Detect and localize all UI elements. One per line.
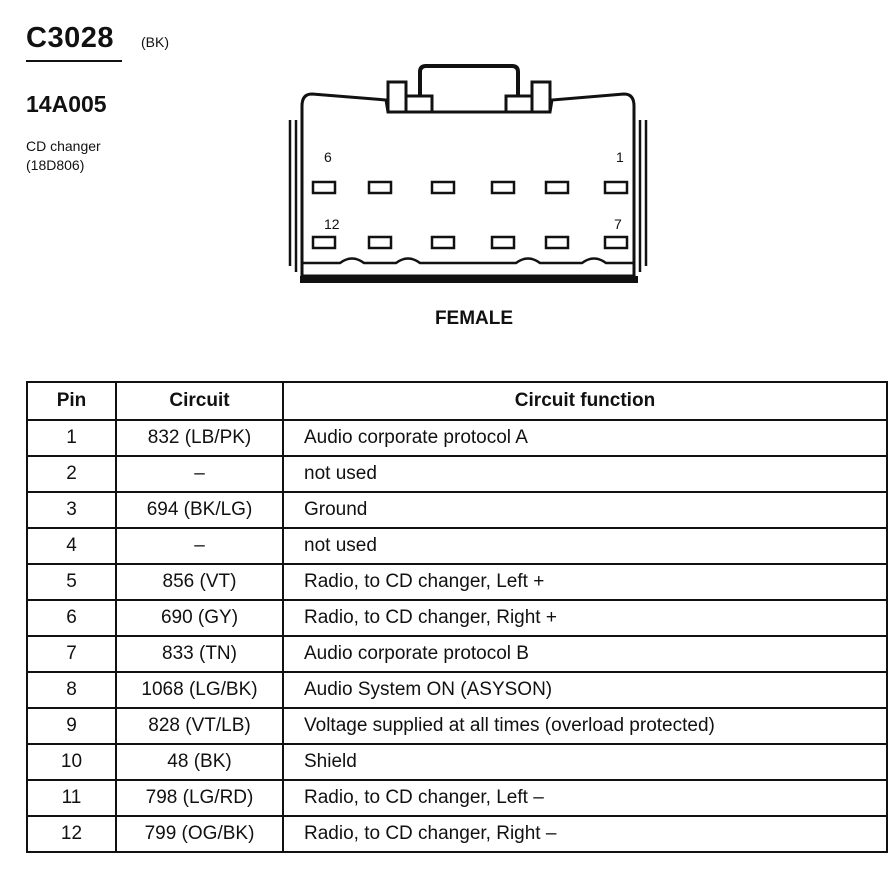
table-row	[27, 420, 887, 456]
table-row	[27, 816, 887, 852]
cell-circuit: 856 (VT)	[116, 564, 283, 600]
cell-circuit: 828 (VT/LB)	[116, 708, 283, 744]
table-row	[27, 636, 887, 672]
cell-function: Radio, to CD changer, Left +	[283, 564, 887, 600]
cell-circuit: 1068 (LG/BK)	[116, 672, 283, 708]
table-row	[27, 492, 887, 528]
connector-id: C3028	[26, 22, 114, 54]
cell-function: Audio corporate protocol B	[283, 636, 887, 672]
connector-face-diagram	[280, 58, 660, 298]
cell-function: Radio, to CD changer, Right +	[283, 600, 887, 636]
cell-pin: 11	[27, 780, 116, 816]
housing-base	[300, 276, 638, 283]
pin-cavity-11	[369, 237, 391, 248]
cell-circuit: –	[116, 456, 283, 492]
header-circuit: Circuit	[116, 382, 283, 420]
cell-function: Ground	[283, 492, 887, 528]
table-row	[27, 672, 887, 708]
cell-circuit: 48 (BK)	[116, 744, 283, 780]
connector-color-code: (BK)	[141, 34, 169, 50]
cell-circuit: 694 (BK/LG)	[116, 492, 283, 528]
cell-pin: 10	[27, 744, 116, 780]
table-row	[27, 528, 887, 564]
pin-cavity-5	[369, 182, 391, 193]
table-row	[27, 708, 887, 744]
connector-latch	[420, 66, 518, 96]
cell-pin: 6	[27, 600, 116, 636]
pin-label-1: 1	[616, 149, 624, 165]
latch-tab-right	[532, 82, 550, 112]
cell-function: not used	[283, 528, 887, 564]
connector-gender-label: FEMALE	[434, 308, 514, 329]
cell-circuit: –	[116, 528, 283, 564]
cell-circuit: 690 (GY)	[116, 600, 283, 636]
cell-pin: 12	[27, 816, 116, 852]
pin-label-6: 6	[324, 149, 332, 165]
cell-circuit: 833 (TN)	[116, 636, 283, 672]
connector-id-underline	[26, 60, 122, 62]
cell-pin: 4	[27, 528, 116, 564]
cell-circuit: 799 (OG/BK)	[116, 816, 283, 852]
pin-cavity-4	[432, 182, 454, 193]
header-circuit-function: Circuit function	[283, 382, 887, 420]
pin-label-7: 7	[614, 216, 622, 232]
pin-cavity-3	[492, 182, 514, 193]
latch-tab-left	[388, 82, 406, 112]
cell-circuit: 832 (LB/PK)	[116, 420, 283, 456]
cell-pin: 9	[27, 708, 116, 744]
part-number: 14A005	[26, 91, 107, 117]
cell-function: Audio corporate protocol A	[283, 420, 887, 456]
table-row	[27, 456, 887, 492]
cell-pin: 1	[27, 420, 116, 456]
cell-pin: 3	[27, 492, 116, 528]
cell-function: not used	[283, 456, 887, 492]
cell-pin: 7	[27, 636, 116, 672]
component-name: CD changer	[26, 138, 101, 154]
connector-housing	[302, 94, 634, 276]
pinout-table	[26, 381, 888, 853]
pin-cavity-7	[605, 237, 627, 248]
table-header-row	[27, 382, 887, 420]
table-row	[27, 780, 887, 816]
component-code: (18D806)	[26, 157, 85, 173]
cell-pin: 2	[27, 456, 116, 492]
pin-cavity-2	[546, 182, 568, 193]
cell-pin: 8	[27, 672, 116, 708]
pin-cavity-9	[492, 237, 514, 248]
cell-circuit: 798 (LG/RD)	[116, 780, 283, 816]
pin-label-12: 12	[324, 216, 340, 232]
cell-function: Radio, to CD changer, Right –	[283, 816, 887, 852]
cell-function: Shield	[283, 744, 887, 780]
pin-cavity-1	[605, 182, 627, 193]
table-row	[27, 744, 887, 780]
cell-function: Radio, to CD changer, Left –	[283, 780, 887, 816]
cell-pin: 5	[27, 564, 116, 600]
cell-function: Audio System ON (ASYSON)	[283, 672, 887, 708]
pin-cavity-8	[546, 237, 568, 248]
table-row	[27, 600, 887, 636]
pin-cavity-6	[313, 182, 335, 193]
header-pin: Pin	[27, 382, 116, 420]
pin-cavity-10	[432, 237, 454, 248]
cell-function: Voltage supplied at all times (overload protected)	[283, 708, 887, 744]
pin-cavity-12	[313, 237, 335, 248]
table-row	[27, 564, 887, 600]
